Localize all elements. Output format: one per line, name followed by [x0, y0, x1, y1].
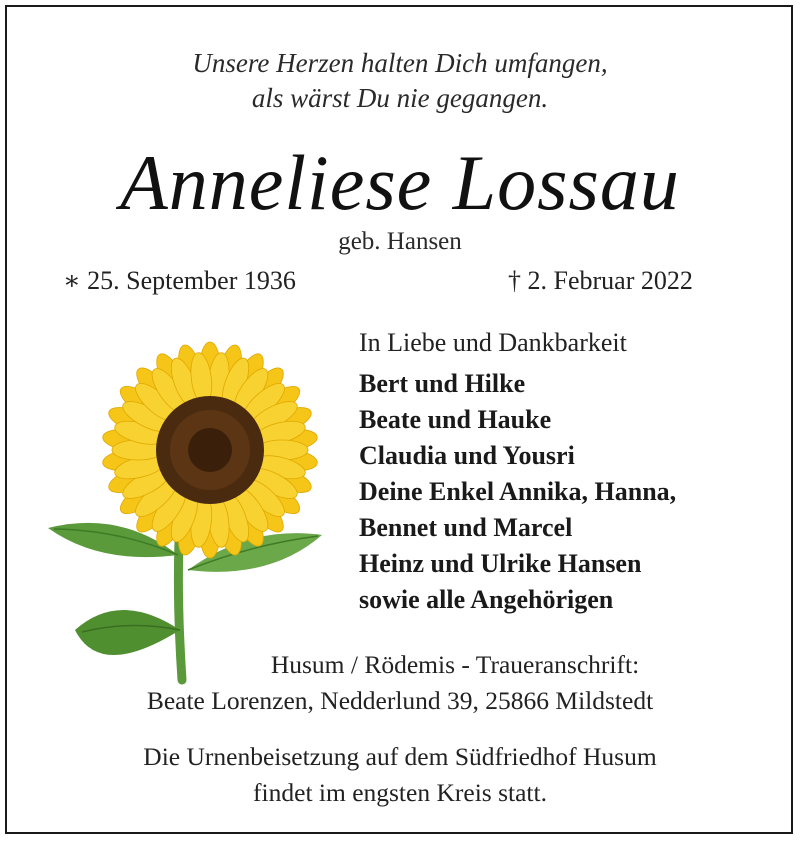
- address-line-1: Husum / Rödemis - Traueranschrift:: [270, 650, 640, 679]
- family-line: Bert und Hilke: [359, 369, 526, 398]
- family-line: sowie alle Angehörigen: [359, 585, 614, 614]
- sunflower-image: [30, 330, 330, 690]
- burial-line-2: findet im engsten Kreis statt.: [253, 778, 547, 807]
- address-line-2: Beate Lorenzen, Nedderlund 39, 25866 Mildstedt: [146, 686, 654, 715]
- birth-date: ∗ 25. September 1936: [63, 266, 296, 295]
- motto-line-1: Unsere Herzen halten Dich umfangen,: [192, 48, 608, 78]
- family-line: Beate und Hauke: [359, 405, 552, 434]
- maiden-name: geb. Hansen: [338, 228, 462, 255]
- burial-line-1: Die Urnenbeisetzung auf dem Südfriedhof Husum: [143, 742, 657, 771]
- motto-line-2: als wärst Du nie gegangen.: [251, 83, 549, 113]
- family-line: Deine Enkel Annika, Hanna,: [359, 477, 677, 506]
- family-line: Claudia und Yousri: [359, 441, 575, 470]
- death-date: † 2. Februar 2022: [508, 266, 693, 295]
- family-line: Bennet und Marcel: [359, 513, 573, 542]
- thanks-intro: In Liebe und Dankbarkeit: [359, 328, 627, 357]
- deceased-name: Anneliese Lossau: [120, 139, 680, 226]
- family-line: Heinz und Ulrike Hansen: [359, 549, 642, 578]
